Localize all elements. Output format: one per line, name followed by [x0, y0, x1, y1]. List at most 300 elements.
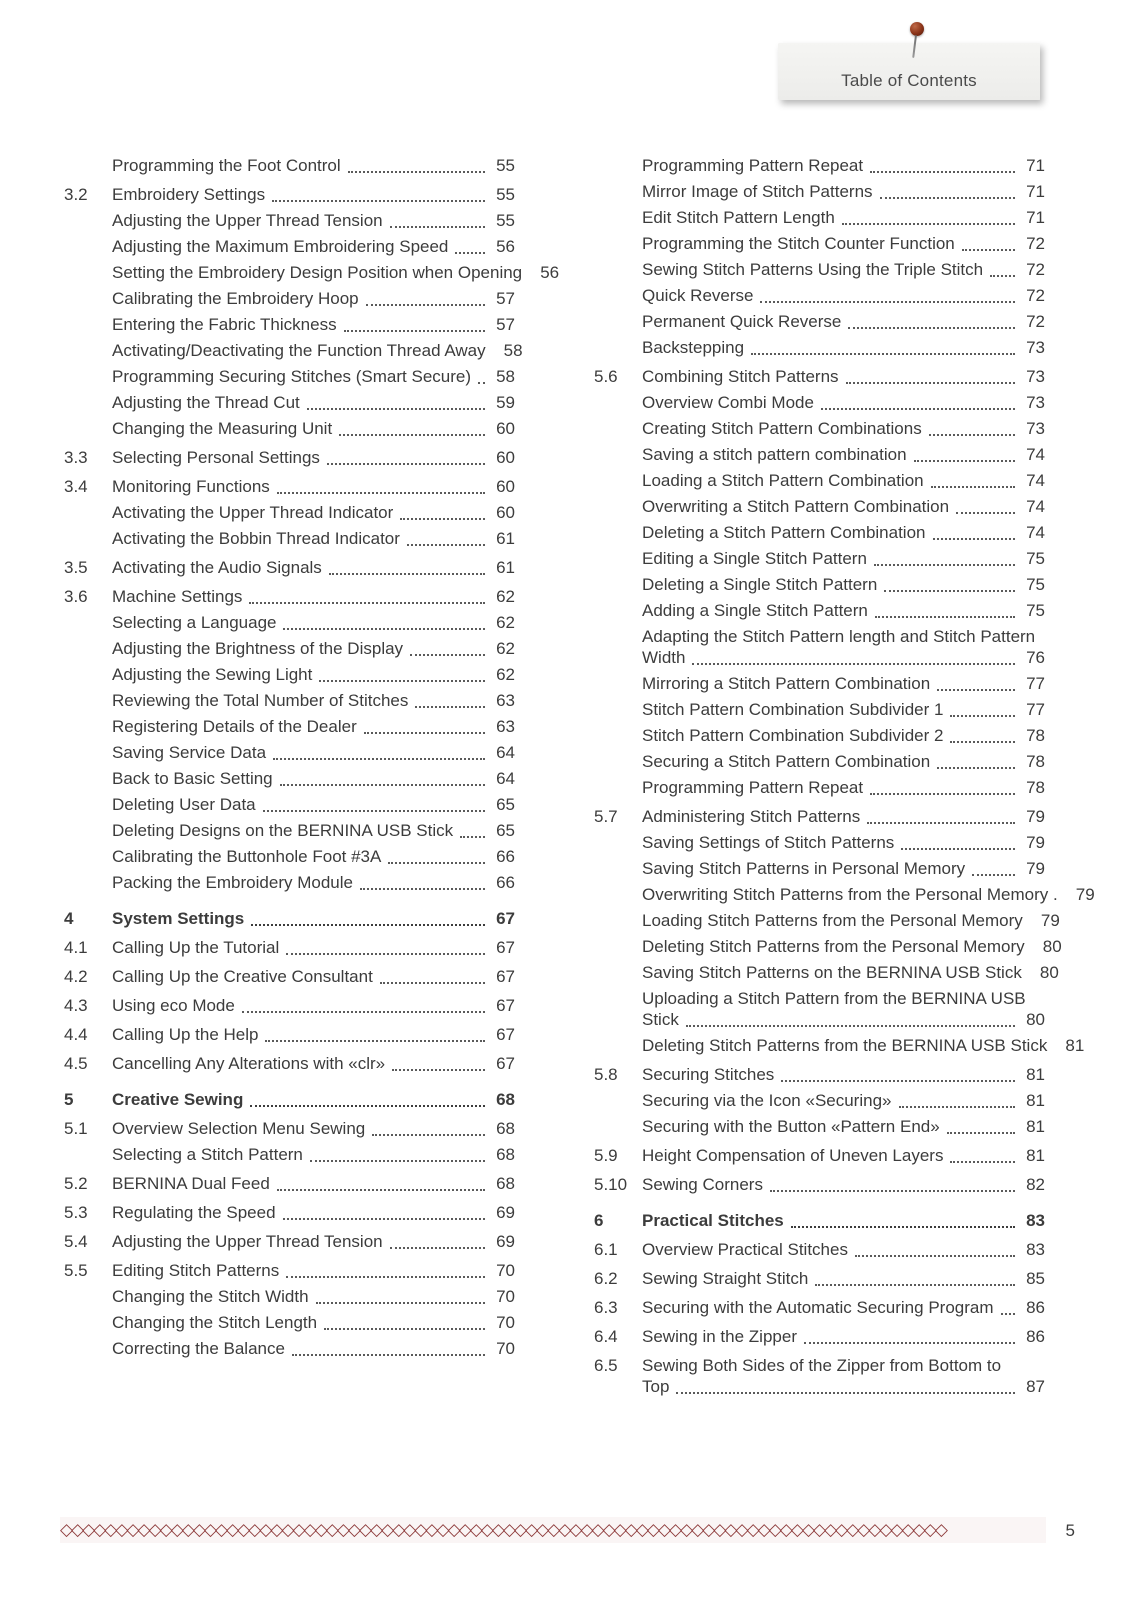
toc-entry-page: 78	[1026, 752, 1045, 771]
toc-entry	[594, 366, 1045, 387]
toc-entry-number: 5.4	[64, 1232, 88, 1251]
toc-entry-body	[642, 548, 1045, 569]
toc-entry-title: Permanent Quick Reverse	[642, 312, 842, 331]
dotted-leader	[972, 874, 1015, 876]
toc-entry-title: Stitch Pattern Combination Subdivider 2	[642, 726, 944, 745]
dotted-leader	[931, 486, 1015, 488]
dotted-leader	[286, 953, 485, 955]
toc-entry-line	[642, 1376, 1045, 1397]
toc-entry-line	[642, 1239, 1045, 1260]
dotted-leader	[686, 1025, 1015, 1027]
toc-entry-page: 69	[496, 1232, 515, 1251]
toc-entry-body	[642, 884, 1095, 905]
toc-entry	[594, 285, 1045, 306]
toc-entry-line	[112, 937, 515, 958]
toc-entry-line	[642, 725, 1045, 746]
toc-entry-body	[112, 184, 515, 205]
toc-entry-page: 57	[496, 289, 515, 308]
toc-entry-number: 4.2	[64, 967, 88, 986]
dotted-leader	[950, 741, 1015, 743]
toc-entry-line	[112, 288, 515, 309]
toc-entry-title: Editing a Single Stitch Pattern	[642, 549, 867, 568]
toc-entry-body	[112, 1089, 515, 1110]
toc-entry	[594, 1239, 1045, 1260]
dotted-leader	[990, 275, 1015, 277]
toc-entry-body	[642, 1116, 1045, 1137]
toc-entry-title: Packing the Embroidery Module	[112, 873, 353, 892]
toc-entry-page: 81	[1065, 1036, 1085, 1055]
toc-entry	[64, 820, 515, 841]
toc-entry-title: Setting the Embroidery Design Position when Opening	[112, 263, 523, 282]
toc-entry-number: 6.2	[594, 1269, 618, 1288]
toc-entry-line	[112, 1118, 515, 1139]
toc-entry-body	[642, 337, 1045, 358]
toc-entry-page: 56	[540, 263, 560, 282]
toc-entry-body	[642, 988, 1045, 1030]
dotted-leader	[804, 1342, 1015, 1344]
toc-entry-line	[112, 794, 515, 815]
toc-entry-number: 6.4	[594, 1327, 618, 1346]
toc-entry	[64, 908, 515, 929]
toc-entry-title: Calibrating the Buttonhole Foot #3A	[112, 847, 382, 866]
toc-entry-page: 73	[1026, 338, 1045, 357]
toc-entry-page: 62	[496, 665, 515, 684]
toc-entry-number: 4.5	[64, 1054, 88, 1073]
toc-entry-page: 74	[1026, 523, 1045, 542]
toc-entry-line	[642, 1355, 1045, 1376]
toc-entry-body	[112, 314, 515, 335]
toc-entry-page: 62	[496, 639, 515, 658]
toc-entry-page: 61	[496, 529, 515, 548]
toc-entry	[594, 181, 1045, 202]
toc-entry-line	[112, 1260, 515, 1281]
toc-entry-body	[112, 872, 515, 893]
dotted-leader	[250, 1105, 485, 1107]
toc-entry	[594, 418, 1045, 439]
toc-entry	[64, 872, 515, 893]
dotted-leader	[360, 888, 485, 890]
toc-entry	[64, 314, 515, 335]
toc-entry	[64, 768, 515, 789]
toc-entry	[594, 858, 1045, 879]
toc-entry-page: 71	[1026, 156, 1045, 175]
toc-entry	[594, 936, 1062, 957]
dotted-leader	[319, 680, 485, 682]
dotted-leader	[251, 924, 485, 926]
dotted-leader	[265, 1040, 485, 1042]
toc-entry-title: Sewing Corners	[642, 1175, 763, 1194]
toc-entry	[594, 600, 1045, 621]
toc-entry-title: Sewing Stitch Patterns Using the Triple Stitch	[642, 260, 984, 279]
toc-entry-page: 70	[496, 1313, 515, 1332]
toc-entry-body	[642, 673, 1045, 694]
toc-entry	[64, 1260, 515, 1281]
toc-entry-body	[112, 1260, 515, 1281]
toc-entry-body	[642, 496, 1045, 517]
toc-entry-line	[642, 470, 1045, 491]
toc-entry-page: 87	[1026, 1377, 1045, 1396]
dotted-leader	[914, 460, 1015, 462]
dotted-leader	[770, 1190, 1015, 1192]
toc-entry-line	[112, 155, 515, 176]
toc-entry-body	[642, 470, 1045, 491]
toc-entry-page: 81	[1026, 1065, 1045, 1084]
dotted-leader	[870, 793, 1015, 795]
toc-entry-title: Adding a Single Stitch Pattern	[642, 601, 868, 620]
toc-entry-body	[642, 181, 1045, 202]
toc-entry-body	[112, 612, 515, 633]
toc-entry-number: 5.9	[594, 1146, 618, 1165]
toc-entry-line	[112, 1024, 515, 1045]
toc-entry-line	[642, 548, 1045, 569]
toc-entry-page: 81	[1026, 1117, 1045, 1136]
toc-entry-line	[112, 340, 523, 361]
toc-entry-body	[112, 1312, 515, 1333]
toc-entry-line	[642, 418, 1045, 439]
toc-entry-line	[112, 742, 515, 763]
toc-entry-number: 3.4	[64, 477, 88, 496]
toc-entry-line	[642, 285, 1045, 306]
dotted-leader	[950, 715, 1015, 717]
toc-entry-title: Adjusting the Upper Thread Tension	[112, 211, 383, 230]
toc-entry-line	[642, 337, 1045, 358]
toc-entry-title: Monitoring Functions	[112, 477, 270, 496]
dotted-leader	[327, 463, 485, 465]
toc-entry-body	[642, 1297, 1045, 1318]
toc-entry-body	[642, 1064, 1045, 1085]
toc-entry-page: 55	[496, 156, 515, 175]
dotted-leader	[388, 862, 485, 864]
toc-column-right	[594, 155, 1095, 1402]
toc-entry-page: 60	[496, 503, 515, 522]
toc-entry-page: 73	[1026, 367, 1045, 386]
dotted-leader	[815, 1284, 1015, 1286]
toc-entry-title: Programming the Foot Control	[112, 156, 341, 175]
toc-entry-body	[112, 794, 515, 815]
toc-entry	[594, 1326, 1045, 1347]
toc-entry-body	[112, 690, 515, 711]
toc-entry-title: Calling Up the Help	[112, 1025, 259, 1044]
toc-entry-body	[642, 1268, 1045, 1289]
toc-entry-body	[112, 447, 515, 468]
toc-entry-page: 80	[1039, 963, 1059, 982]
toc-entry-line	[112, 476, 515, 497]
toc-entry-line	[642, 1268, 1045, 1289]
toc-entry-title: Calling Up the Tutorial	[112, 938, 280, 957]
toc-entry-number: 3.6	[64, 587, 88, 606]
toc-entry-number: 6.1	[594, 1240, 618, 1259]
toc-entry-page: 62	[496, 613, 515, 632]
toc-entry-body	[112, 716, 515, 737]
dotted-leader	[277, 492, 485, 494]
toc-entry-number: 5.6	[594, 367, 618, 386]
toc-entry-title: Programming Pattern Repeat	[642, 156, 864, 175]
toc-entry-title: Embroidery Settings	[112, 185, 266, 204]
dotted-leader	[277, 1189, 485, 1191]
toc-entry	[64, 1173, 515, 1194]
toc-entry-number: 5.5	[64, 1261, 88, 1280]
toc-entry-line	[112, 1089, 515, 1110]
toc-entry-title: Adjusting the Brightness of the Display	[112, 639, 404, 658]
diamond-border-icon: ◇◇◇◇◇◇◇◇◇◇◇◇◇◇◇◇◇◇◇◇◇◇◇◇◇◇◇◇◇◇◇◇◇◇◇◇◇◇◇◇◇◇◇◇◇◇◇◇◇◇◇◇◇◇◇◇◇◇◇◇◇◇◇◇◇◇◇◇◇◇◇◇◇◇◇◇◇◇◇◇	[60, 1519, 946, 1540]
toc-entry-line	[642, 1090, 1045, 1111]
dotted-leader	[283, 628, 485, 630]
toc-entry	[64, 995, 515, 1016]
dotted-leader	[937, 689, 1015, 691]
toc-entry-line	[112, 447, 515, 468]
dotted-leader	[781, 1080, 1015, 1082]
toc-entry-line	[642, 444, 1045, 465]
toc-entry	[594, 725, 1045, 746]
toc-entry-body	[642, 155, 1045, 176]
toc-entry-page: 68	[496, 1174, 515, 1193]
dotted-leader	[380, 982, 485, 984]
toc-entry-line	[642, 647, 1045, 668]
toc-entry-page: 81	[1026, 1146, 1045, 1165]
toc-entry-page: 60	[496, 477, 515, 496]
toc-entry-line	[112, 872, 515, 893]
toc-entry-page: 60	[496, 419, 515, 438]
toc-entry-page: 86	[1026, 1327, 1045, 1346]
toc-entry-title: Securing via the Icon «Securing»	[642, 1091, 892, 1110]
toc-entry-body	[642, 1145, 1045, 1166]
toc-entry-page: 68	[496, 1119, 515, 1138]
toc-entry	[64, 155, 515, 176]
toc-entry-line	[642, 858, 1045, 879]
toc-entry-body	[642, 751, 1045, 772]
dotted-leader	[310, 1160, 485, 1162]
toc-entry-page: 60	[496, 448, 515, 467]
toc-entry	[64, 476, 515, 497]
toc-entry-body	[642, 285, 1045, 306]
toc-entry-number: 5.8	[594, 1065, 618, 1084]
toc-entry	[594, 699, 1045, 720]
toc-entry-line	[112, 366, 515, 387]
toc-entry-title: Loading a Stitch Pattern Combination	[642, 471, 924, 490]
toc-entry-body	[112, 768, 515, 789]
dotted-leader	[415, 706, 485, 708]
dotted-leader	[867, 822, 1015, 824]
toc-entry-line	[642, 1064, 1045, 1085]
toc-entry-page: 71	[1026, 208, 1045, 227]
toc-entry	[64, 447, 515, 468]
toc-entry	[64, 690, 515, 711]
toc-entry	[64, 1118, 515, 1139]
toc-entry-body	[642, 626, 1045, 668]
toc-entry-body	[642, 777, 1045, 798]
toc-entry-page: 68	[496, 1145, 515, 1164]
toc-entry-line	[112, 314, 515, 335]
toc-entry-body	[112, 1286, 515, 1307]
toc-entry-line	[642, 988, 1045, 1009]
toc-entry-body	[642, 962, 1059, 983]
toc-entry-title: Deleting Stitch Patterns from the Personal Memory	[642, 937, 1025, 956]
toc-entry-page: 80	[1026, 1010, 1045, 1029]
toc-entry-title: Saving Settings of Stitch Patterns	[642, 833, 895, 852]
dotted-leader	[390, 226, 485, 228]
toc-entry	[64, 340, 523, 361]
toc-entry-body	[642, 1355, 1045, 1397]
toc-entry-line	[112, 966, 515, 987]
toc-entry-title: Loading Stitch Patterns from the Personal Memory	[642, 911, 1023, 930]
toc-entry-body	[112, 908, 515, 929]
toc-entry-line	[112, 716, 515, 737]
toc-entry-line	[112, 1286, 515, 1307]
toc-entry-body	[642, 444, 1045, 465]
toc-entry-page: 78	[1026, 778, 1045, 797]
toc-entry-title: Correcting the Balance	[112, 1339, 285, 1358]
toc-entry-body	[112, 937, 515, 958]
toc-entry-line	[112, 557, 515, 578]
toc-entry-title: Creating Stitch Pattern Combinations	[642, 419, 922, 438]
toc-entry-line	[642, 910, 1060, 931]
toc-entry-line	[112, 262, 560, 283]
toc-entry	[64, 288, 515, 309]
toc-entry	[64, 716, 515, 737]
dotted-leader	[392, 1069, 485, 1071]
dotted-leader	[962, 249, 1015, 251]
toc-entry-page: 55	[496, 185, 515, 204]
dotted-leader	[316, 1302, 485, 1304]
toc-entry-body	[112, 502, 515, 523]
toc-column-left	[64, 155, 560, 1402]
dotted-leader	[821, 408, 1015, 410]
toc-entry-page: 79	[1075, 885, 1095, 904]
toc-entry-page: 58	[503, 341, 523, 360]
dotted-leader	[899, 1106, 1016, 1108]
toc-entry-line	[112, 418, 515, 439]
toc-entry-number: 5.7	[594, 807, 618, 826]
toc-entry-line	[112, 664, 515, 685]
toc-entry-body	[642, 1035, 1085, 1056]
toc-entry-title: Overwriting a Stitch Pattern Combination	[642, 497, 950, 516]
toc-entry-body	[112, 586, 515, 607]
toc-entry-body	[642, 1326, 1045, 1347]
toc-entry-title: Programming Securing Stitches (Smart Secure)	[112, 367, 472, 386]
toc-entry-body	[642, 1210, 1045, 1231]
toc-entry-page: 65	[496, 795, 515, 814]
toc-entry-line	[112, 846, 515, 867]
toc-entry	[64, 1286, 515, 1307]
toc-entry-body	[112, 557, 515, 578]
dotted-leader	[272, 200, 485, 202]
toc-entry-title: Mirror Image of Stitch Patterns	[642, 182, 873, 201]
toc-entry	[64, 846, 515, 867]
toc-entry-title: Cancelling Any Alterations with «clr»	[112, 1054, 386, 1073]
toc-entry-page: 77	[1026, 700, 1045, 719]
toc-entry-line	[642, 392, 1045, 413]
table-of-contents	[64, 155, 1095, 1402]
toc-entry-body	[112, 742, 515, 763]
toc-entry-title: Regulating the Speed	[112, 1203, 276, 1222]
dotted-leader	[929, 434, 1015, 436]
toc-entry-number: 5.10	[594, 1175, 628, 1194]
dotted-leader	[407, 544, 485, 546]
toc-entry-page: 68	[496, 1090, 515, 1109]
toc-entry-page: 61	[496, 558, 515, 577]
toc-entry-title: Deleting Stitch Patterns from the BERNINA USB Stick	[642, 1036, 1048, 1055]
dotted-leader	[884, 590, 1015, 592]
toc-entry-line	[112, 210, 515, 231]
toc-entry	[64, 236, 515, 257]
toc-entry	[594, 832, 1045, 853]
toc-entry-page: 79	[1026, 833, 1045, 852]
dotted-leader	[676, 1392, 1015, 1394]
toc-entry-title: Securing with the Automatic Securing Program	[642, 1298, 994, 1317]
toc-entry-title: Saving a stitch pattern combination	[642, 445, 907, 464]
toc-entry-line	[642, 1116, 1045, 1137]
toc-entry	[594, 1145, 1045, 1166]
toc-entry-body	[642, 1174, 1045, 1195]
toc-entry-body	[112, 846, 515, 867]
toc-entry-title: Selecting a Stitch Pattern	[112, 1145, 303, 1164]
toc-entry-body	[642, 233, 1045, 254]
toc-entry-title: Selecting Personal Settings	[112, 448, 320, 467]
dotted-leader	[283, 1218, 485, 1220]
toc-entry	[594, 884, 1095, 905]
toc-entry-title: Adjusting the Sewing Light	[112, 665, 313, 684]
toc-entry-number: 5.1	[64, 1119, 88, 1138]
toc-entry	[594, 470, 1045, 491]
toc-entry-line	[642, 1009, 1045, 1030]
toc-entry-page: 56	[496, 237, 515, 256]
toc-entry-title: Mirroring a Stitch Pattern Combination	[642, 674, 931, 693]
toc-entry-body	[112, 1202, 515, 1223]
toc-entry-number: 3.5	[64, 558, 88, 577]
toc-entry-page: 67	[496, 967, 515, 986]
toc-entry-line	[642, 155, 1045, 176]
toc-entry-number: 6.3	[594, 1298, 618, 1317]
toc-entry-line	[642, 832, 1045, 853]
toc-entry-title: Deleting a Single Stitch Pattern	[642, 575, 878, 594]
toc-entry	[594, 1174, 1045, 1195]
toc-entry-body	[642, 311, 1045, 332]
toc-entry-title: Selecting a Language	[112, 613, 277, 632]
dotted-leader	[372, 1134, 485, 1136]
toc-entry	[594, 962, 1059, 983]
toc-entry-title: Stitch Pattern Combination Subdivider 1	[642, 700, 944, 719]
toc-entry-title: Creative Sewing	[112, 1090, 244, 1109]
toc-entry-title: Reviewing the Total Number of Stitches	[112, 691, 409, 710]
toc-entry-title: Securing Stitches	[642, 1065, 775, 1084]
toc-entry	[594, 988, 1045, 1030]
toc-entry	[64, 966, 515, 987]
toc-entry-page: 58	[496, 367, 515, 386]
toc-entry-title: Backstepping	[642, 338, 745, 357]
toc-entry-page: 67	[496, 938, 515, 957]
toc-entry-body	[642, 806, 1045, 827]
toc-entry	[64, 1312, 515, 1333]
dotted-leader	[791, 1226, 1015, 1228]
toc-entry-line	[112, 1202, 515, 1223]
toc-entry-page: 59	[496, 393, 515, 412]
toc-entry-page: 86	[1026, 1298, 1045, 1317]
toc-entry-page: 63	[496, 717, 515, 736]
toc-entry-number: 3.2	[64, 185, 88, 204]
toc-entry-body	[642, 936, 1062, 957]
dotted-leader	[390, 1247, 485, 1249]
toc-entry	[594, 155, 1045, 176]
toc-entry-page: 63	[496, 691, 515, 710]
toc-entry	[64, 794, 515, 815]
toc-entry-page: 67	[496, 1054, 515, 1073]
toc-entry-line	[112, 995, 515, 1016]
toc-entry-line	[112, 768, 515, 789]
toc-entry-page: 74	[1026, 497, 1045, 516]
dotted-leader	[842, 223, 1015, 225]
toc-entry-title: Deleting User Data	[112, 795, 256, 814]
toc-entry-page: 74	[1026, 445, 1045, 464]
